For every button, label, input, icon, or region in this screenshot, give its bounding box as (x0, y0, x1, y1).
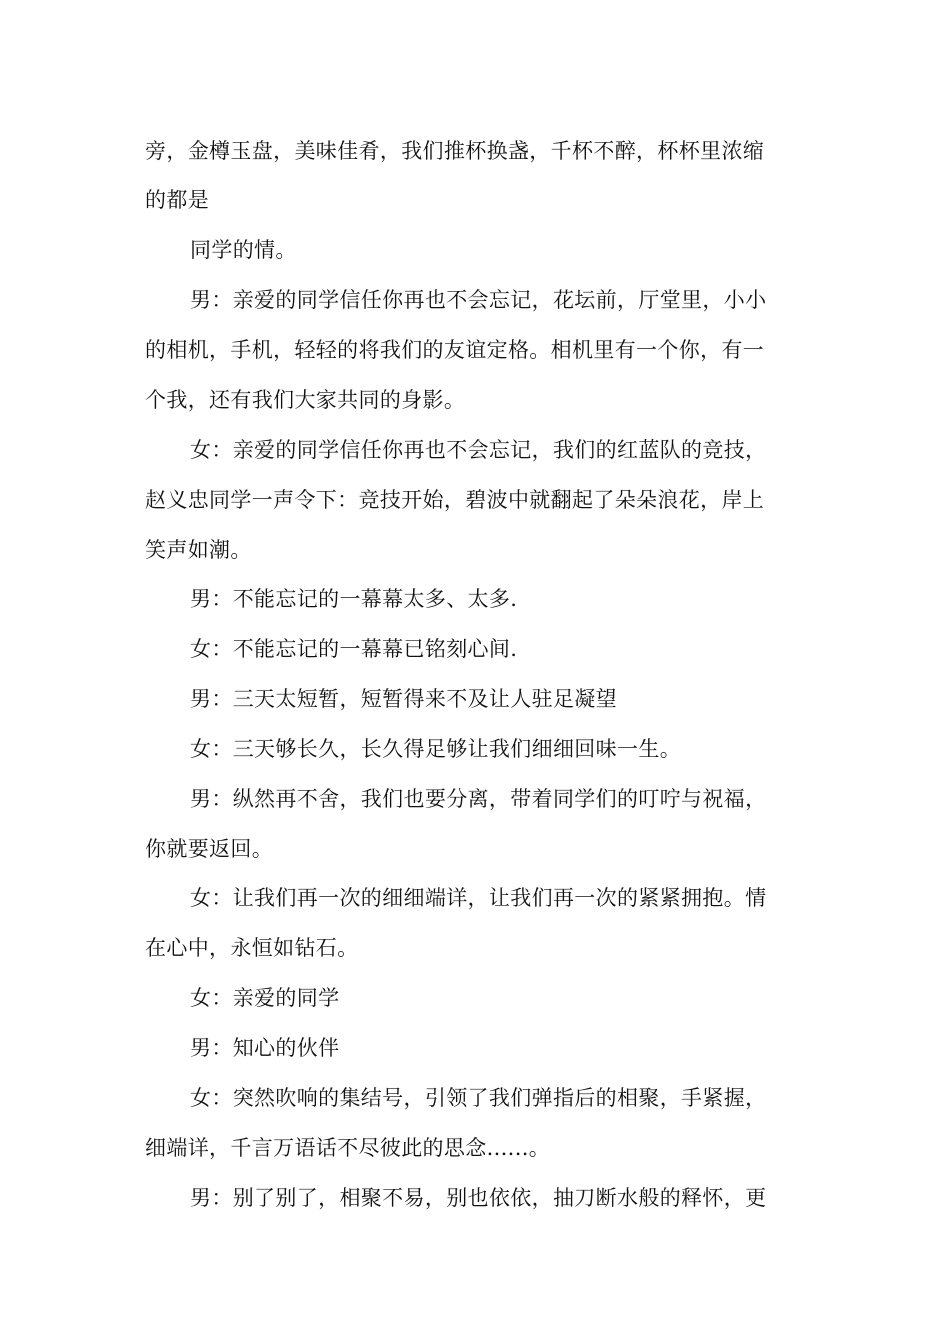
text-line: 女：亲爱的同学信任你再也不会忘记，我们的红蓝队的竞技， (190, 438, 767, 462)
text-line: 男：纵然再不舍，我们也要分离，带着同学们的叮咛与祝福， (190, 787, 767, 811)
text-line: 你就要返回。 (145, 837, 274, 861)
text-line: 笑声如潮。 (145, 538, 252, 562)
text-line: 旁，金樽玉盘，美味佳肴，我们推杯换盏，千杯不醉，杯杯里浓缩 (145, 139, 765, 163)
text-line: 女：不能忘记的一幕幕已铭刻心间. (190, 637, 518, 661)
text-line: 女：突然吹响的集结号，引领了我们弹指后的相聚，手紧握， (190, 1086, 767, 1110)
text-line: 赵义忠同学一声令下：竞技开始，碧波中就翻起了朵朵浪花，岸上 (145, 488, 765, 512)
text-line: 的都是 (145, 188, 210, 212)
text-line: 男：别了别了，相聚不易，别也依依，抽刀断水般的释怀，更 (190, 1186, 767, 1210)
text-line: 细端详，千言万语话不尽彼此的思念......。 (145, 1136, 551, 1160)
text-line: 在心中，永恒如钻石。 (145, 936, 359, 960)
text-line: 女：三天够长久，长久得足够让我们细细回味一生。 (190, 737, 682, 761)
text-line: 男：不能忘记的一幕幕太多、太多. (190, 587, 518, 611)
text-line: 女：让我们再一次的细细端详，让我们再一次的紧紧拥抱。情 (190, 886, 767, 910)
text-line: 个我，还有我们大家共同的身影。 (145, 388, 466, 412)
text-line: 女：亲爱的同学 (190, 986, 340, 1010)
text-line: 同学的情。 (190, 238, 297, 262)
text-line: 的相机，手机，轻轻的将我们的友谊定格。相机里有一个你，有一 (145, 338, 765, 362)
text-line: 男：三天太短暂，短暂得来不及让人驻足凝望 (190, 687, 617, 711)
text-line: 男：知心的伙伴 (190, 1036, 340, 1060)
text-line: 男：亲爱的同学信任你再也不会忘记，花坛前，厅堂里，小小 (190, 288, 767, 312)
